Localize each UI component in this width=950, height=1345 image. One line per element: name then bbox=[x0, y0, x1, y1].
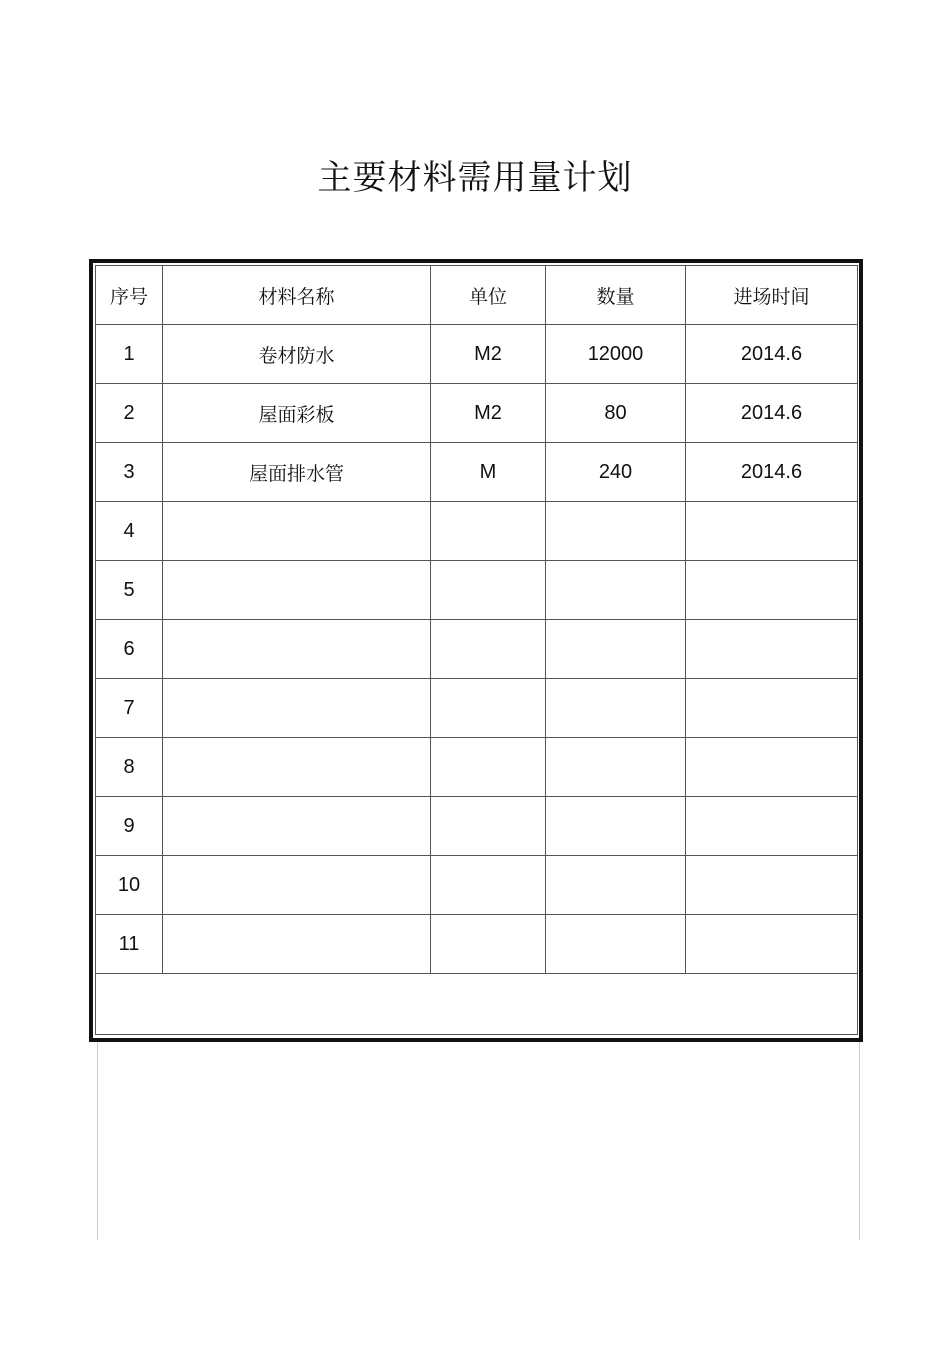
header-material-name: 材料名称 bbox=[163, 266, 431, 325]
table-row bbox=[96, 620, 858, 679]
table-row bbox=[96, 915, 858, 974]
cell-serial-number: 5 bbox=[96, 561, 163, 620]
cell-material-name bbox=[163, 915, 431, 974]
cell-quantity bbox=[546, 502, 686, 561]
cell-serial-number: 2 bbox=[96, 384, 163, 443]
cell-unit bbox=[431, 620, 546, 679]
cell-serial-number: 4 bbox=[96, 502, 163, 561]
material-table-frame bbox=[89, 259, 863, 1042]
cell-unit bbox=[431, 856, 546, 915]
cell-serial-number: 6 bbox=[96, 620, 163, 679]
cell-arrival-time bbox=[686, 738, 858, 797]
cell-material-name bbox=[163, 502, 431, 561]
cell-quantity bbox=[546, 561, 686, 620]
cell-footer-empty bbox=[96, 974, 858, 1035]
cell-serial-number: 11 bbox=[96, 915, 163, 974]
header-quantity: 数量 bbox=[546, 266, 686, 325]
cell-serial-number: 7 bbox=[96, 679, 163, 738]
cell-quantity bbox=[546, 915, 686, 974]
cell-unit bbox=[431, 797, 546, 856]
cell-quantity bbox=[546, 620, 686, 679]
cell-arrival-time bbox=[686, 679, 858, 738]
cell-arrival-time bbox=[686, 620, 858, 679]
cell-material-name bbox=[163, 797, 431, 856]
cell-unit bbox=[431, 561, 546, 620]
cell-arrival-time bbox=[686, 856, 858, 915]
cell-material-name: 屋面排水管 bbox=[163, 443, 431, 502]
cell-unit: M2 bbox=[431, 384, 546, 443]
header-arrival-time: 进场时间 bbox=[686, 266, 858, 325]
table-row bbox=[96, 561, 858, 620]
cell-material-name bbox=[163, 561, 431, 620]
material-table bbox=[95, 265, 858, 1035]
table-row bbox=[96, 679, 858, 738]
cell-unit: M2 bbox=[431, 325, 546, 384]
page-title: 主要材料需用量计划 bbox=[317, 158, 633, 198]
table-row bbox=[96, 502, 858, 561]
header-serial-number: 序号 bbox=[96, 266, 163, 325]
cell-unit: M bbox=[431, 443, 546, 502]
cell-quantity: 80 bbox=[546, 384, 686, 443]
cell-quantity: 240 bbox=[546, 443, 686, 502]
cell-quantity bbox=[546, 679, 686, 738]
cell-serial-number: 1 bbox=[96, 325, 163, 384]
cell-unit bbox=[431, 738, 546, 797]
table-header-row bbox=[96, 266, 858, 325]
cell-material-name: 屋面彩板 bbox=[163, 384, 431, 443]
cell-quantity bbox=[546, 856, 686, 915]
cell-serial-number: 8 bbox=[96, 738, 163, 797]
cell-arrival-time bbox=[686, 915, 858, 974]
table-row bbox=[96, 856, 858, 915]
cell-arrival-time bbox=[686, 561, 858, 620]
cell-material-name bbox=[163, 856, 431, 915]
cell-quantity bbox=[546, 797, 686, 856]
table-row bbox=[96, 797, 858, 856]
table-footer-row bbox=[96, 974, 858, 1035]
cell-unit bbox=[431, 679, 546, 738]
table-row bbox=[96, 738, 858, 797]
cell-serial-number: 9 bbox=[96, 797, 163, 856]
table-row bbox=[96, 443, 858, 502]
table-row bbox=[96, 384, 858, 443]
cell-arrival-time bbox=[686, 797, 858, 856]
cell-material-name: 卷材防水 bbox=[163, 325, 431, 384]
table-row bbox=[96, 325, 858, 384]
cell-arrival-time: 2014.6 bbox=[686, 443, 858, 502]
cell-quantity: 12000 bbox=[546, 325, 686, 384]
cell-serial-number: 10 bbox=[96, 856, 163, 915]
cell-arrival-time: 2014.6 bbox=[686, 384, 858, 443]
cell-unit bbox=[431, 915, 546, 974]
cell-arrival-time: 2014.6 bbox=[686, 325, 858, 384]
header-unit: 单位 bbox=[431, 266, 546, 325]
cell-material-name bbox=[163, 620, 431, 679]
cell-unit bbox=[431, 502, 546, 561]
cell-quantity bbox=[546, 738, 686, 797]
page-border-stub-left bbox=[97, 1042, 98, 1240]
page-border-stub-right bbox=[859, 1042, 860, 1240]
cell-arrival-time bbox=[686, 502, 858, 561]
cell-material-name bbox=[163, 738, 431, 797]
cell-material-name bbox=[163, 679, 431, 738]
cell-serial-number: 3 bbox=[96, 443, 163, 502]
